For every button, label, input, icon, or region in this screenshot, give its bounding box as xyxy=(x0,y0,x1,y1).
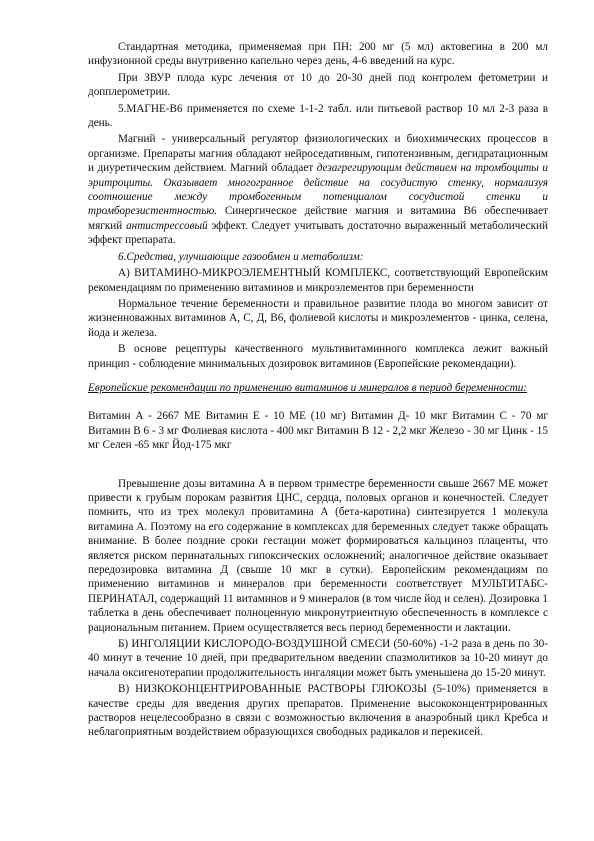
section-heading-text: 6.Средства, улучшающие газообмен и метаболизм: xyxy=(118,250,364,263)
vitamin-dosage-list: Витамин А - 2667 МЕ Витамин Е - 10 МЕ (10 мг) Витамин Д- 10 мкг Витамин С - 70 мг Витамин В 6 - 3 мг Фолиевая кислота - 400 мкг Витамин В 12 - 2,2 мкг Железо - 30 мг Цинк - 15 мг Селен -65 мкг Йод-175 мкг xyxy=(88,410,548,452)
paragraph-magne-b6: 5.МАГНЕ-В6 применяется по схеме 1-1-2 табл. или питьевой раствор 10 мл 2-3 раза в день. xyxy=(88,102,548,130)
paragraph-vitamin-a-overdose: Превышение дозы витамина А в первом триместре беременности свыше 2667 МЕ может привести к грубым порокам развития ЦНС, сердца, половых органов и конечностей. Следует помнить, что из трех молекул провитамина А (бета-каротина) синтезируется 1 молекула витамина А. Поэтому на его содержание в комплексах для беременных следует также обращать внимание. В более поздние сроки гестации может формироваться кальциноз плаценты, что является риском перинатальных гипоксических осложнений; аналогичное действие оказывает передозировка витамина Д (свыше 10 мкг в сутки). Европейским рекомендациям по применению витаминов и минералов при беременности соответствует МУЛЬТИТАБС-ПЕРИНАТАЛ, содержащий 11 витаминов и 9 минералов (в том числе йод и селен). Дозировка 1 таблетка в день обеспечивает полноценную микронутриентную обеспеченность в комплексе с рациональным питанием. Прием осуществляется весь период беременности и лактации. xyxy=(88,477,548,634)
magnesium-text-c: эффект. Следует учитывать достаточно выраженный метаболический эффект препарата. xyxy=(88,219,548,247)
document-page xyxy=(88,40,548,742)
paragraph-oxygen-inhalation: Б) ИНГОЛЯЦИИ КИСЛОРОДО-ВОЗДУШНОЙ СМЕСИ (50-60%) -1-2 раза в день по 30-40 минут в течение 10 дней, при предварительном введении спазмолитиков за 10-20 минут до начала оксигенотерапии продолжительность ингаляции может быть уменьшена до 15-20 минут. xyxy=(88,638,548,679)
paragraph-vitamin-complex: А) ВИТАМИНО-МИКРОЭЛЕМЕНТНЫЙ КОМПЛЕКС, соответствующий Европейским рекомендациям по применению витаминов и микроэлементов при беременности xyxy=(88,267,548,294)
european-recommendations-heading: Европейские рекомендации по применению витаминов и минералов в период беременности: xyxy=(88,381,528,394)
magnesium-italic-1: дезагрегирующим действием на тромбоциты и эритроциты. Оказывает многогранное действие на сосудистую стенку, нормализуя соотношение между тромбогенным потенциалом сосудистой стенки и тромборезистентностью. xyxy=(88,162,548,218)
section-heading-gas-exchange xyxy=(88,250,548,264)
spacer xyxy=(88,469,548,477)
paragraph-glucose-solutions: В) НИЗКОКОНЦЕНТРИРОВАННЫЕ РАСТВОРЫ ГЛЮКОЗЫ (5-10%) применяется в качестве среды для введения других препаратов. Применение высококонцентрированных растворов нецелесообразно в связи с возможностью включения в анаэробный цикл Кребса и неблагоприятным воздействием образующихся свободных радикалов и перекисей. xyxy=(88,683,548,739)
magnesium-italic-2: антистрессовый xyxy=(126,219,208,232)
magnesium-text-b: Синергическое действие магния и витамина В6 обеспечивает мягкий xyxy=(88,205,548,232)
paragraph-formula-principle: В основе рецептуры качественного мультивитаминного комплекса лежит важный принцип - соблюдение минимальных дозировок витаминов (Европейские рекомендации). xyxy=(88,343,548,370)
paragraph-normal-pregnancy: Нормальное течение беременности и правильное развитие плода во многом зависит от жизненноважных витаминов А, С, Д, В6, фолиевой кислоты и микроэлементов - цинка, селена, йода и железа. xyxy=(88,297,548,339)
magnesium-text-a: Магний - универсальный регулятор физиологических и биохимических процессов в организме. Препараты магния обладают нейроседативным, гипотензивным, дегидратационным и диуретическим действием. Магний обладает xyxy=(88,133,548,175)
paragraph-magnesium xyxy=(88,132,548,247)
paragraph-zvur: При ЗВУР плода курс лечения от 10 до 20-30 дней под контролем фетометрии и допплерометрии. xyxy=(88,71,548,99)
paragraph-actovegin-method: Стандартная методика, применяемая при ПН: 200 мг (5 мл) актовегина в 200 мл инфузионной среды внутривенно капельно через день, 4-6 введений на курс. xyxy=(88,41,548,68)
